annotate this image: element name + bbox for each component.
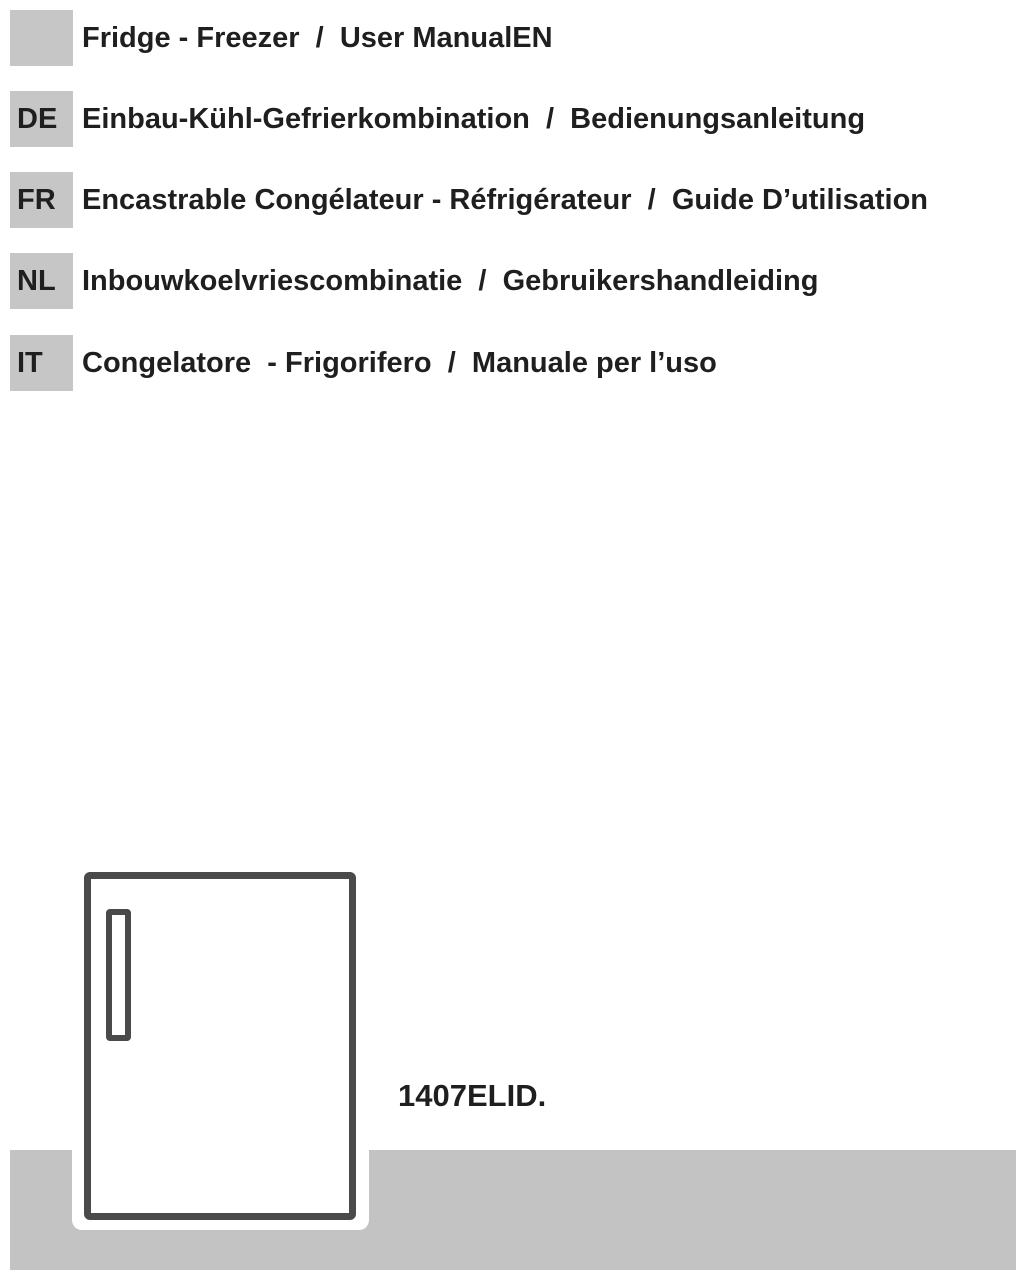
language-row-de <box>10 91 865 147</box>
model-number: 1407ELID. <box>398 1078 547 1113</box>
language-title: Encastrable Congélateur - Réfrigérateur / Guide D’utilisation <box>82 183 928 216</box>
language-row-fr <box>10 172 928 228</box>
language-title: Fridge - Freezer / User ManualEN <box>82 21 553 54</box>
language-row-en <box>10 10 553 66</box>
language-row-nl <box>10 253 818 309</box>
language-code-box <box>10 10 73 66</box>
language-row-it <box>10 335 717 391</box>
language-code-box: IT <box>10 335 73 391</box>
language-code-box: FR <box>10 172 73 228</box>
language-code-box: NL <box>10 253 73 309</box>
language-title: Einbau-Kühl-Gefrierkombination / Bedienungsanleitung <box>82 102 866 135</box>
language-title: Inbouwkoelvriescombinatie / Gebruikershandleiding <box>82 264 819 297</box>
fridge-handle <box>106 909 131 1041</box>
language-code-box: DE <box>10 91 73 147</box>
language-title: Congelatore - Frigorifero / Manuale per l’uso <box>82 346 717 379</box>
